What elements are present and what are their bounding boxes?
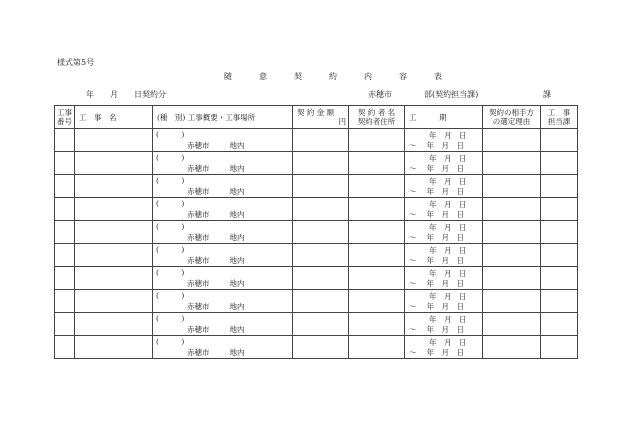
location-city: 赤穂市 (187, 302, 210, 311)
col-header-number-line1: 工事 (57, 108, 72, 117)
cell-period (405, 221, 483, 244)
period-end-line (409, 233, 464, 242)
cell-reason (483, 198, 541, 221)
table-row (55, 175, 578, 198)
table-row (55, 129, 578, 152)
cell-contractor (349, 221, 405, 244)
cell-number (55, 267, 75, 290)
cell-contractor (349, 267, 405, 290)
period-tilde: ～ (409, 279, 417, 288)
document-title (224, 72, 469, 82)
location-city: 赤穂市 (187, 233, 210, 242)
cell-name (75, 129, 153, 152)
location-area: 地内 (229, 187, 245, 196)
period-start: 年 月 日 (429, 315, 467, 324)
cell-name (75, 175, 153, 198)
cell-dept (541, 129, 578, 152)
cell-name (75, 221, 153, 244)
period-end: 年 月 日 (426, 325, 464, 334)
cell-dept (541, 290, 578, 313)
cell-amount (293, 244, 349, 267)
category-paren: ( ) (156, 176, 185, 185)
period-tilde: ～ (409, 256, 417, 265)
cell-dept (541, 267, 578, 290)
col-header-period: 工 期 (405, 106, 483, 129)
period-start: 年 月 日 (429, 154, 467, 163)
col-header-dept-line2: 担当課 (547, 117, 571, 126)
period-tilde: ～ (409, 348, 417, 357)
col-header-contractor-line2: 契約者住所 (357, 117, 396, 126)
cell-description (153, 129, 293, 152)
location-area: 地内 (229, 210, 245, 219)
location-city: 赤穂市 (187, 210, 210, 219)
cell-dept (541, 198, 578, 221)
cell-number (55, 244, 75, 267)
category-paren: ( ) (156, 130, 185, 139)
location-text (187, 233, 245, 242)
cell-dept (541, 244, 578, 267)
table-row (55, 313, 578, 336)
category-paren: ( ) (156, 199, 185, 208)
cell-amount (293, 267, 349, 290)
cell-number (55, 313, 75, 336)
period-end: 年 月 日 (426, 348, 464, 357)
title-char: 契 (294, 72, 302, 81)
col-header-contractor-line1: 契 約 者 名 (357, 108, 396, 117)
location-text (187, 325, 245, 334)
location-city: 赤穂市 (187, 256, 210, 265)
period-end: 年 月 日 (426, 256, 464, 265)
cell-period (405, 267, 483, 290)
cell-amount (293, 313, 349, 336)
cell-period (405, 152, 483, 175)
period-tilde: ～ (409, 302, 417, 311)
period-start: 年 月 日 (429, 131, 467, 140)
cell-description (153, 152, 293, 175)
cell-amount (293, 221, 349, 244)
location-city: 赤穂市 (187, 187, 210, 196)
period-tilde: ～ (409, 325, 417, 334)
title-char: 意 (259, 72, 267, 81)
title-char: 内 (364, 72, 372, 81)
period-start: 年 月 日 (429, 338, 467, 347)
cell-reason (483, 290, 541, 313)
cell-reason (483, 244, 541, 267)
category-paren: ( ) (156, 314, 185, 323)
period-end-line (409, 279, 464, 288)
cell-number (55, 129, 75, 152)
cell-contractor (349, 152, 405, 175)
cell-period (405, 336, 483, 359)
cell-period (405, 198, 483, 221)
cell-amount (293, 129, 349, 152)
cell-amount (293, 175, 349, 198)
title-char: 容 (399, 72, 407, 81)
cell-dept (541, 175, 578, 198)
cell-reason (483, 267, 541, 290)
cell-name (75, 198, 153, 221)
cell-name (75, 290, 153, 313)
cell-name (75, 336, 153, 359)
cell-reason (483, 313, 541, 336)
location-city: 赤穂市 (187, 348, 210, 357)
cell-reason (483, 152, 541, 175)
cell-number (55, 336, 75, 359)
col-header-number (55, 106, 75, 129)
location-area: 地内 (229, 325, 245, 334)
cell-name (75, 152, 153, 175)
location-text (187, 141, 245, 150)
cell-reason (483, 129, 541, 152)
period-end: 年 月 日 (426, 164, 464, 173)
cell-description (153, 175, 293, 198)
table-row (55, 267, 578, 290)
col-header-amount-line2: 円 (338, 117, 346, 126)
cell-contractor (349, 129, 405, 152)
cell-amount (293, 290, 349, 313)
department-label: 部(契約担当課) (424, 90, 479, 99)
table-row (55, 198, 578, 221)
period-start: 年 月 日 (429, 200, 467, 209)
category-paren: ( ) (156, 222, 185, 231)
cell-dept (541, 336, 578, 359)
period-start: 年 月 日 (429, 269, 467, 278)
cell-amount (293, 336, 349, 359)
cell-description (153, 244, 293, 267)
location-area: 地内 (229, 302, 245, 311)
period-tilde: ～ (409, 141, 417, 150)
cell-number (55, 152, 75, 175)
col-header-dept (541, 106, 578, 129)
period-start: 年 月 日 (429, 292, 467, 301)
location-city: 赤穂市 (187, 325, 210, 334)
cell-period (405, 313, 483, 336)
location-area: 地内 (229, 279, 245, 288)
period-end: 年 月 日 (426, 187, 464, 196)
cell-number (55, 290, 75, 313)
table-row (55, 290, 578, 313)
table-row (55, 152, 578, 175)
col-header-contractor (349, 106, 405, 129)
col-header-amount (293, 106, 349, 129)
category-paren: ( ) (156, 291, 185, 300)
period-end: 年 月 日 (426, 210, 464, 219)
location-area: 地内 (229, 233, 245, 242)
period-end: 年 月 日 (426, 279, 464, 288)
location-text (187, 256, 245, 265)
cell-dept (541, 221, 578, 244)
col-header-reason-line2: の選定理由 (492, 117, 531, 126)
cell-description (153, 198, 293, 221)
cell-period (405, 244, 483, 267)
cell-description (153, 267, 293, 290)
cell-description (153, 290, 293, 313)
cell-amount (293, 152, 349, 175)
cell-dept (541, 313, 578, 336)
table-header-row (55, 106, 578, 129)
location-text (187, 164, 245, 173)
cell-name (75, 313, 153, 336)
cell-description (153, 313, 293, 336)
table-row (55, 244, 578, 267)
period-end-line (409, 164, 464, 173)
contract-year-label: 年 (86, 90, 94, 99)
contract-month-label: 月 (110, 90, 118, 99)
location-text (187, 302, 245, 311)
period-end-line (409, 325, 464, 334)
period-end: 年 月 日 (426, 233, 464, 242)
cell-contractor (349, 290, 405, 313)
title-char: 随 (224, 72, 232, 81)
category-paren: ( ) (156, 245, 185, 254)
cell-reason (483, 175, 541, 198)
period-tilde: ～ (409, 233, 417, 242)
col-header-reason-line1: 契約の相手方 (489, 108, 534, 117)
cell-contractor (349, 313, 405, 336)
period-end-line (409, 187, 464, 196)
cell-amount (293, 198, 349, 221)
cell-number (55, 198, 75, 221)
period-tilde: ～ (409, 164, 417, 173)
cell-period (405, 175, 483, 198)
table-row (55, 221, 578, 244)
location-area: 地内 (229, 164, 245, 173)
col-header-number-line2: 番号 (57, 117, 72, 126)
title-char: 約 (329, 72, 337, 81)
period-tilde: ～ (409, 187, 417, 196)
location-text (187, 279, 245, 288)
location-area: 地内 (229, 141, 245, 150)
period-end-line (409, 348, 464, 357)
cell-contractor (349, 244, 405, 267)
category-paren: ( ) (156, 337, 185, 346)
period-start: 年 月 日 (429, 223, 467, 232)
location-text (187, 187, 245, 196)
period-start: 年 月 日 (429, 246, 467, 255)
cell-name (75, 267, 153, 290)
period-end-line (409, 302, 464, 311)
cell-contractor (349, 336, 405, 359)
title-char: 表 (434, 72, 442, 81)
cell-period (405, 129, 483, 152)
period-start: 年 月 日 (429, 177, 467, 186)
cell-contractor (349, 175, 405, 198)
period-end: 年 月 日 (426, 141, 464, 150)
city-name: 赤穂市 (368, 90, 392, 99)
cell-period (405, 290, 483, 313)
period-tilde: ～ (409, 210, 417, 219)
location-area: 地内 (229, 348, 245, 357)
location-city: 赤穂市 (187, 164, 210, 173)
col-header-description: (種 別) 工事概要・工事場所 (153, 106, 293, 129)
col-header-amount-line1: 契 約 金 額 (297, 108, 335, 117)
location-city: 赤穂市 (187, 279, 210, 288)
cell-number (55, 221, 75, 244)
location-text (187, 348, 245, 357)
period-end-line (409, 141, 464, 150)
cell-name (75, 244, 153, 267)
cell-number (55, 175, 75, 198)
section-label: 課 (543, 90, 551, 99)
cell-description (153, 221, 293, 244)
location-text (187, 210, 245, 219)
cell-reason (483, 336, 541, 359)
col-header-name: 工 事 名 (75, 106, 153, 129)
period-end: 年 月 日 (426, 302, 464, 311)
location-city: 赤穂市 (187, 141, 210, 150)
contract-table (54, 105, 578, 359)
location-area: 地内 (229, 256, 245, 265)
form-number: 様式第5号 (57, 58, 95, 67)
contract-day-label: 日契約分 (134, 90, 166, 99)
col-header-dept-line1: 工 事 (547, 108, 571, 117)
cell-dept (541, 152, 578, 175)
cell-contractor (349, 198, 405, 221)
period-end-line (409, 256, 464, 265)
period-end-line (409, 210, 464, 219)
cell-description (153, 336, 293, 359)
table-row (55, 336, 578, 359)
cell-reason (483, 221, 541, 244)
category-paren: ( ) (156, 153, 185, 162)
col-header-reason (483, 106, 541, 129)
category-paren: ( ) (156, 268, 185, 277)
